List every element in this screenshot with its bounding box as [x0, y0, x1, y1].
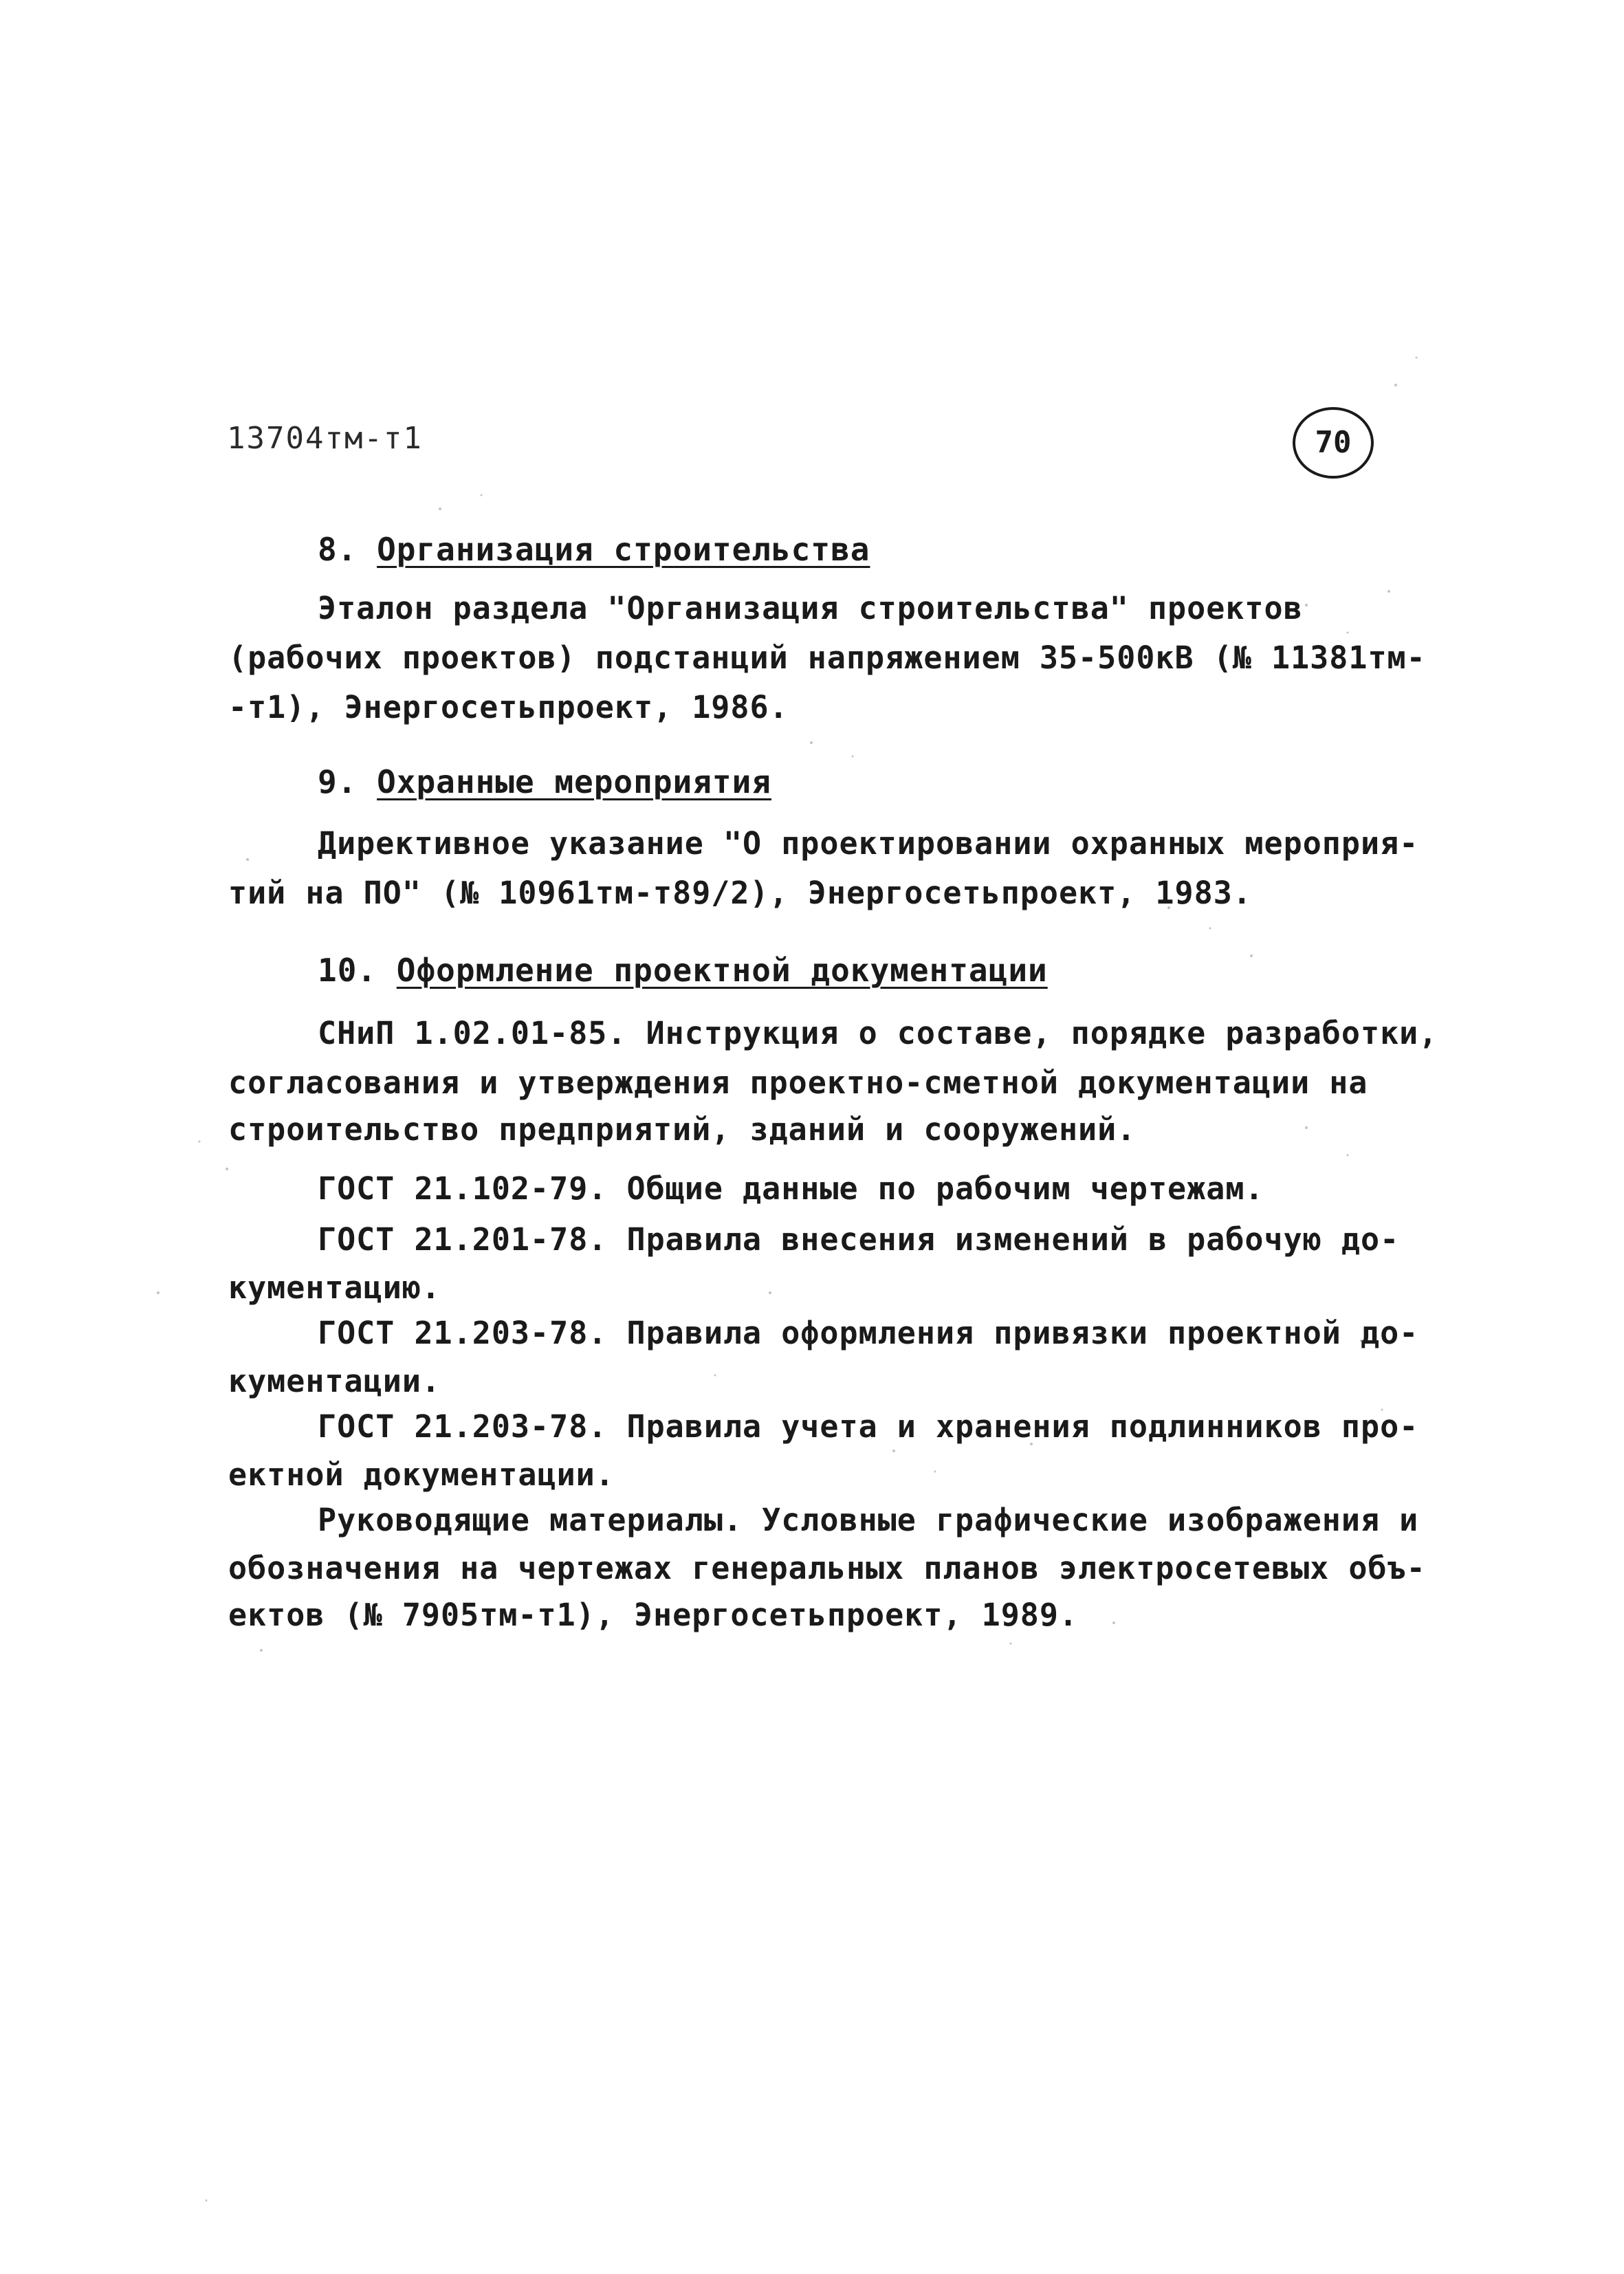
- section-heading-8: [318, 531, 870, 568]
- section-number: 8.: [318, 531, 358, 568]
- section-heading-9: [318, 763, 771, 800]
- text-line: кументации.: [228, 1363, 441, 1399]
- text-line: ГОСТ 21.203-78. Правила учета и хранения подлинников про-: [318, 1408, 1419, 1445]
- text-line: тий на ПО" (№ 10961тм-т89/2), Энергосетьпроект, 1983.: [228, 875, 1252, 911]
- text-line: кументацию.: [228, 1269, 441, 1306]
- text-line: ектной документации.: [228, 1456, 615, 1493]
- text-line: согласования и утверждения проектно-сметной документации на: [228, 1064, 1368, 1101]
- text-line: Руководящие материалы. Условные графические изображения и: [318, 1502, 1419, 1538]
- text-line: -т1), Энергосетьпроект, 1986.: [228, 689, 789, 725]
- text-line: ГОСТ 21.201-78. Правила внесения изменений в рабочую до-: [318, 1221, 1400, 1258]
- section-number: 10.: [318, 952, 377, 989]
- section-title: Организация строительства: [377, 531, 870, 568]
- text-line: строительство предприятий, зданий и сооружений.: [228, 1111, 1137, 1148]
- text-line: обозначения на чертежах генеральных планов электросетевых объ-: [228, 1550, 1426, 1586]
- document-code: 13704тм-т1: [227, 421, 423, 456]
- text-line: (рабочих проектов) подстанций напряжением 35-500кВ (№ 11381тм-: [228, 639, 1426, 676]
- section-heading-10: [318, 952, 1048, 989]
- text-line: ГОСТ 21.102-79. Общие данные по рабочим чертежам.: [318, 1170, 1264, 1207]
- section-number: 9.: [318, 763, 358, 800]
- page-number-circle: 70: [1293, 407, 1374, 479]
- section-title: Охранные мероприятия: [377, 763, 771, 800]
- text-line: ГОСТ 21.203-78. Правила оформления привязки проектной до-: [318, 1315, 1419, 1351]
- text-line: Директивное указание "О проектировании охранных мероприя-: [318, 825, 1419, 862]
- section-title: Оформление проектной документации: [396, 952, 1048, 989]
- text-line: Эталон раздела "Организация строительства" проектов: [318, 590, 1303, 626]
- text-line: СНиП 1.02.01-85. Инструкция о составе, порядке разработки,: [318, 1015, 1438, 1051]
- text-line: ектов (№ 7905тм-т1), Энергосетьпроект, 1989.: [228, 1597, 1079, 1633]
